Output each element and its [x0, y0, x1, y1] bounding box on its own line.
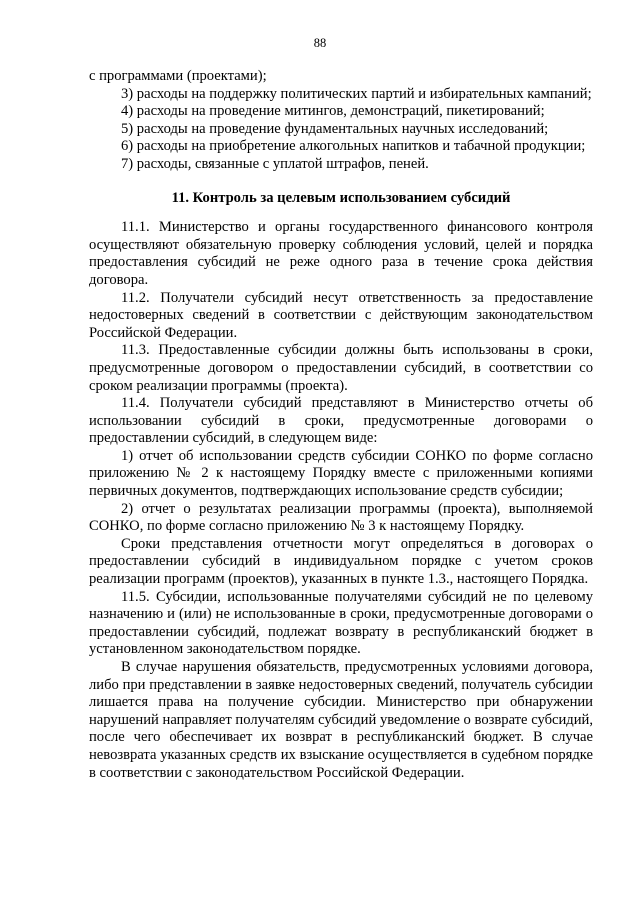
paragraph-violations: В случае нарушения обязательств, предусмотренных условиями договора, либо при представлении в заявке недостоверных сведений, получатель субсидии лишается права на получение субсидии. Министерство при обнаружении нарушений направляет получателям субсидий уведомление о возврате субсидий, после чего обеспечивает их возврат в республиканский бюджет. В случае невозврата указанных средств их взыскание осуществляется в судебном порядке в соответствии с законодательством Российской Федерации.	[89, 659, 593, 781]
document-body	[89, 68, 593, 782]
paragraph-11-4: 11.4. Получатели субсидий представляют в Министерство отчеты об использовании субсидий в сроки, предусмотренные договорами о предоставлении субсидий, в следующем виде:	[89, 395, 593, 447]
page-number: 88	[313, 36, 327, 50]
list-item-4: 4) расходы на проведение митингов, демонстраций, пикетирований;	[121, 103, 545, 120]
list-item-6: 6) расходы на приобретение алкогольных напитков и табачной продукции;	[121, 138, 586, 155]
paragraph-11-2: 11.2. Получатели субсидий несут ответственность за предоставление недостоверных сведений в соответствии с действующим законодательством Российской Федерации.	[89, 289, 593, 341]
list-item-5: 5) расходы на проведение фундаментальных научных исследований;	[121, 120, 549, 137]
paragraph-11-3: 11.3. Предоставленные субсидии должны быть использованы в сроки, предусмотренные договором о предоставлении субсидий, в соответствии со сроком реализации программы (проекта).	[89, 342, 593, 394]
section-heading: 11. Контроль за целевым использованием субсидий	[171, 189, 511, 206]
list-item-7: 7) расходы, связанные с уплатой штрафов, пеней.	[121, 155, 429, 172]
list-continuation: с программами (проектами);	[89, 68, 267, 84]
list-item-3: 3) расходы на поддержку политических партий и избирательных кампаний;	[121, 85, 592, 102]
paragraph-11-1: 11.1. Министерство и органы государственного финансового контроля осуществляют обязательную проверку соблюдения условий, целей и порядка предоставления субсидий не реже одного раза в течение срока действия договора.	[89, 219, 593, 288]
paragraph-11-4-item-2: 2) отчет о результатах реализации программы (проекта), выполняемой СОНКО, по форме согласно приложению № 3 к настоящему Порядку.	[89, 500, 593, 535]
paragraph-reporting-terms: Сроки представления отчетности могут определяться в договорах о предоставлении субсидий в индивидуальном порядке с учетом сроков реализации программ (проектов), указанных в пункте 1.3., настоящего Порядка.	[89, 535, 593, 588]
paragraph-11-5: 11.5. Субсидии, использованные получателями субсидий не по целевому назначению и (или) не использованные в сроки, предусмотренные договорами о предоставлении субсидий, подлежат возврату в республиканский бюджет в установленном законодательством порядке.	[89, 588, 593, 658]
paragraph-11-4-item-1: 1) отчет об использовании средств субсидии СОНКО по форме согласно приложению № 2 к настоящему Порядку вместе с приложенными копиями первичных документов, подтверждающих использование средств субсидии;	[89, 447, 593, 500]
